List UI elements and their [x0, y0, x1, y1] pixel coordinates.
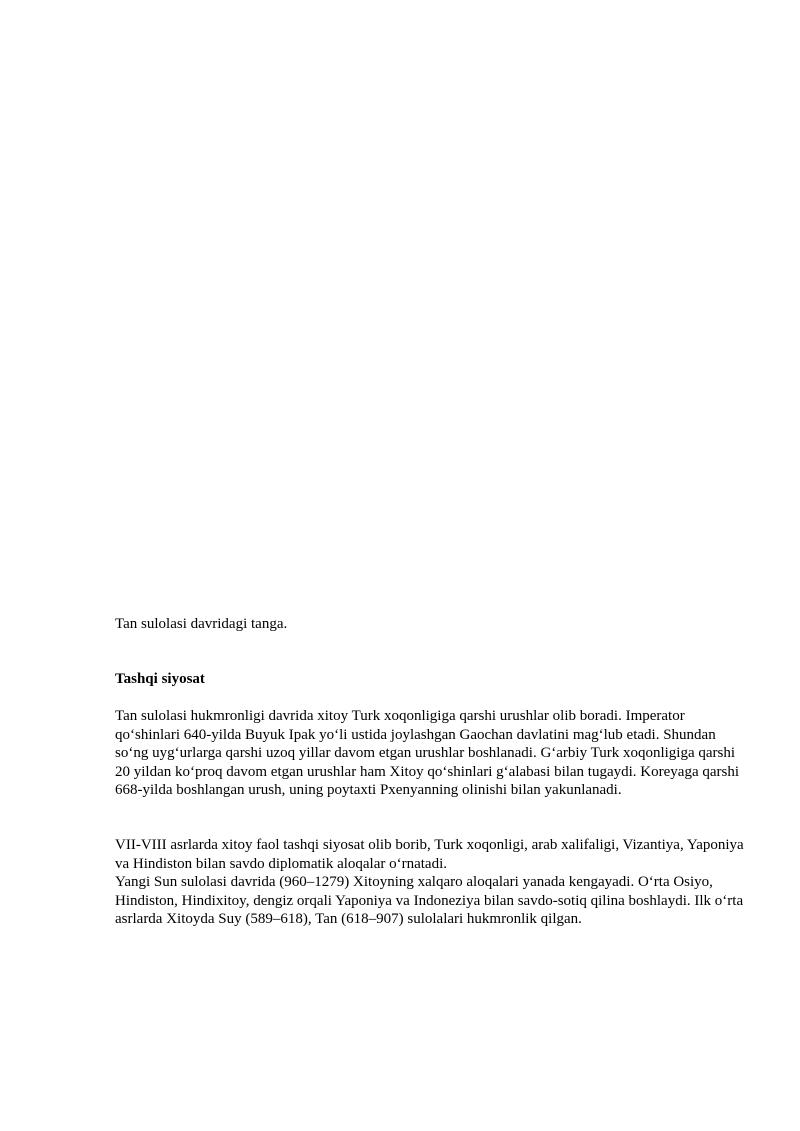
image-caption: Tan sulolasi davridagi tanga. — [115, 616, 288, 632]
paragraph-1: Tan sulolasi hukmronligi davrida xitoy Turk xoqonligiga qarshi urushlar olib boradi. Imperator qo‘shinlari 640-yilda Buyuk Ipak yo‘li ustida joylashgan Gaochan davlatini mag‘lub etadi. Shundan so‘ng uyg‘urlarga qarshi uzoq yillar davom etgan urushlar boshlanadi. G‘arbiy Turk xoqonligiga qarshi 20 yildan ko‘proq davom etgan urushlar ham Xitoy qo‘shinlari g‘alabasi bilan tugaydi. Koreyaga qarshi 668-yilda boshlangan urush, uning poytaxti Pxenyanning olinishi bilan yakunlanadi. — [115, 708, 740, 799]
paragraph-3: Yangi Sun sulolasi davrida (960–1279) Xitoyning xalqaro aloqalari yanada kengayadi. O‘rta Osiyo, Hindiston, Hindixitoy, dengiz orqali Yaponiya va Indoneziya bilan savdo-sotiq qilina boshlaydi. Ilk o‘rta asrlarda Xitoyda Suy (589–618), Tan (618–907) sulolalari hukmronlik qilgan. — [115, 874, 744, 928]
image-area — [115, 40, 740, 600]
paragraph-2: VII-VIII asrlarda xitoy faol tashqi siyosat olib borib, Turk xoqonligi, arab xalifaligi, Vizantiya, Yaponiya va Hindiston bilan savdo diplomatik aloqalar o‘rnatadi. — [115, 837, 744, 872]
section-heading: Tashqi siyosat — [115, 671, 205, 687]
